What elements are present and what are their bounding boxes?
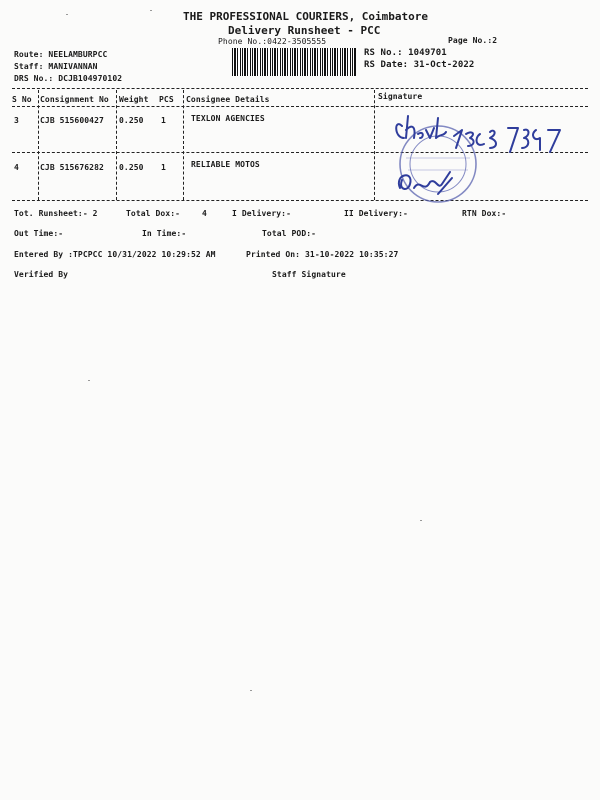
total-pod: Total POD:-: [262, 229, 317, 238]
table-top-rule: [12, 88, 588, 89]
scan-speck: [420, 520, 422, 521]
row1-sno: 3: [14, 116, 19, 125]
scan-speck: [150, 10, 152, 11]
scan-speck: [88, 380, 90, 381]
row1-weight: 0.250: [119, 116, 144, 125]
company-name: THE PROFESSIONAL COURIERS, Coimbatore: [183, 10, 429, 23]
total-runsheet: Tot. Runsheet:- 2: [14, 209, 98, 218]
drs-number: DRS No.: DCJB104970102: [14, 74, 123, 83]
i-delivery: I Delivery:-: [232, 209, 291, 218]
rtn-dox: RTN Dox:-: [462, 209, 507, 218]
printed-on: Printed On: 31-10-2022 10:35:27: [246, 250, 399, 259]
col-header-consignee: Consignee Details: [186, 95, 270, 104]
page-number: Page No.:2: [448, 36, 498, 45]
total-dox-value: 4: [202, 209, 207, 218]
col-divider: [374, 90, 375, 200]
phone-number: Phone No.:0422-3505555: [218, 37, 327, 46]
col-header-sno: S No: [12, 95, 32, 104]
row2-pcs: 1: [161, 163, 166, 172]
row2-consignment: CJB 515676282: [40, 163, 104, 172]
scan-speck: [66, 14, 68, 15]
col-divider: [116, 90, 117, 200]
table-header-rule: [12, 106, 588, 107]
staff-signature: Staff Signature: [272, 270, 346, 279]
col-divider: [38, 90, 39, 200]
row1-consignee: TEXLON AGENCIES: [191, 114, 265, 123]
total-dox-label: Total Dox:-: [126, 209, 181, 218]
route: Route: NEELAMBURPCC: [14, 50, 108, 59]
in-time: In Time:-: [142, 229, 187, 238]
col-header-pcs: PCS: [159, 95, 174, 104]
rs-number: RS No.: 1049701: [364, 48, 447, 58]
col-header-consignment: Consignment No: [40, 95, 109, 104]
col-header-signature: Signature: [378, 92, 423, 101]
row2-consignee: RELIABLE MOTOS: [191, 160, 260, 169]
ii-delivery: II Delivery:-: [344, 209, 408, 218]
row2-weight: 0.250: [119, 163, 144, 172]
staff: Staff: MANIVANNAN: [14, 62, 98, 71]
verified-by: Verified By: [14, 270, 69, 279]
row1-consignment: CJB 515600427: [40, 116, 104, 125]
row1-pcs: 1: [161, 116, 166, 125]
row2-sno: 4: [14, 163, 19, 172]
entered-by: Entered By :TPCPCC 10/31/2022 10:29:52 AM: [14, 250, 216, 259]
barcode: [232, 48, 356, 76]
runsheet-title: Delivery Runsheet - PCC: [228, 24, 381, 37]
col-divider: [183, 90, 184, 200]
rs-date: RS Date: 31-Oct-2022: [364, 60, 475, 70]
col-header-weight: Weight: [119, 95, 149, 104]
handwritten-signature: [396, 116, 560, 194]
out-time: Out Time:-: [14, 229, 64, 238]
signature-area: [390, 108, 590, 204]
scan-speck: [250, 690, 252, 691]
